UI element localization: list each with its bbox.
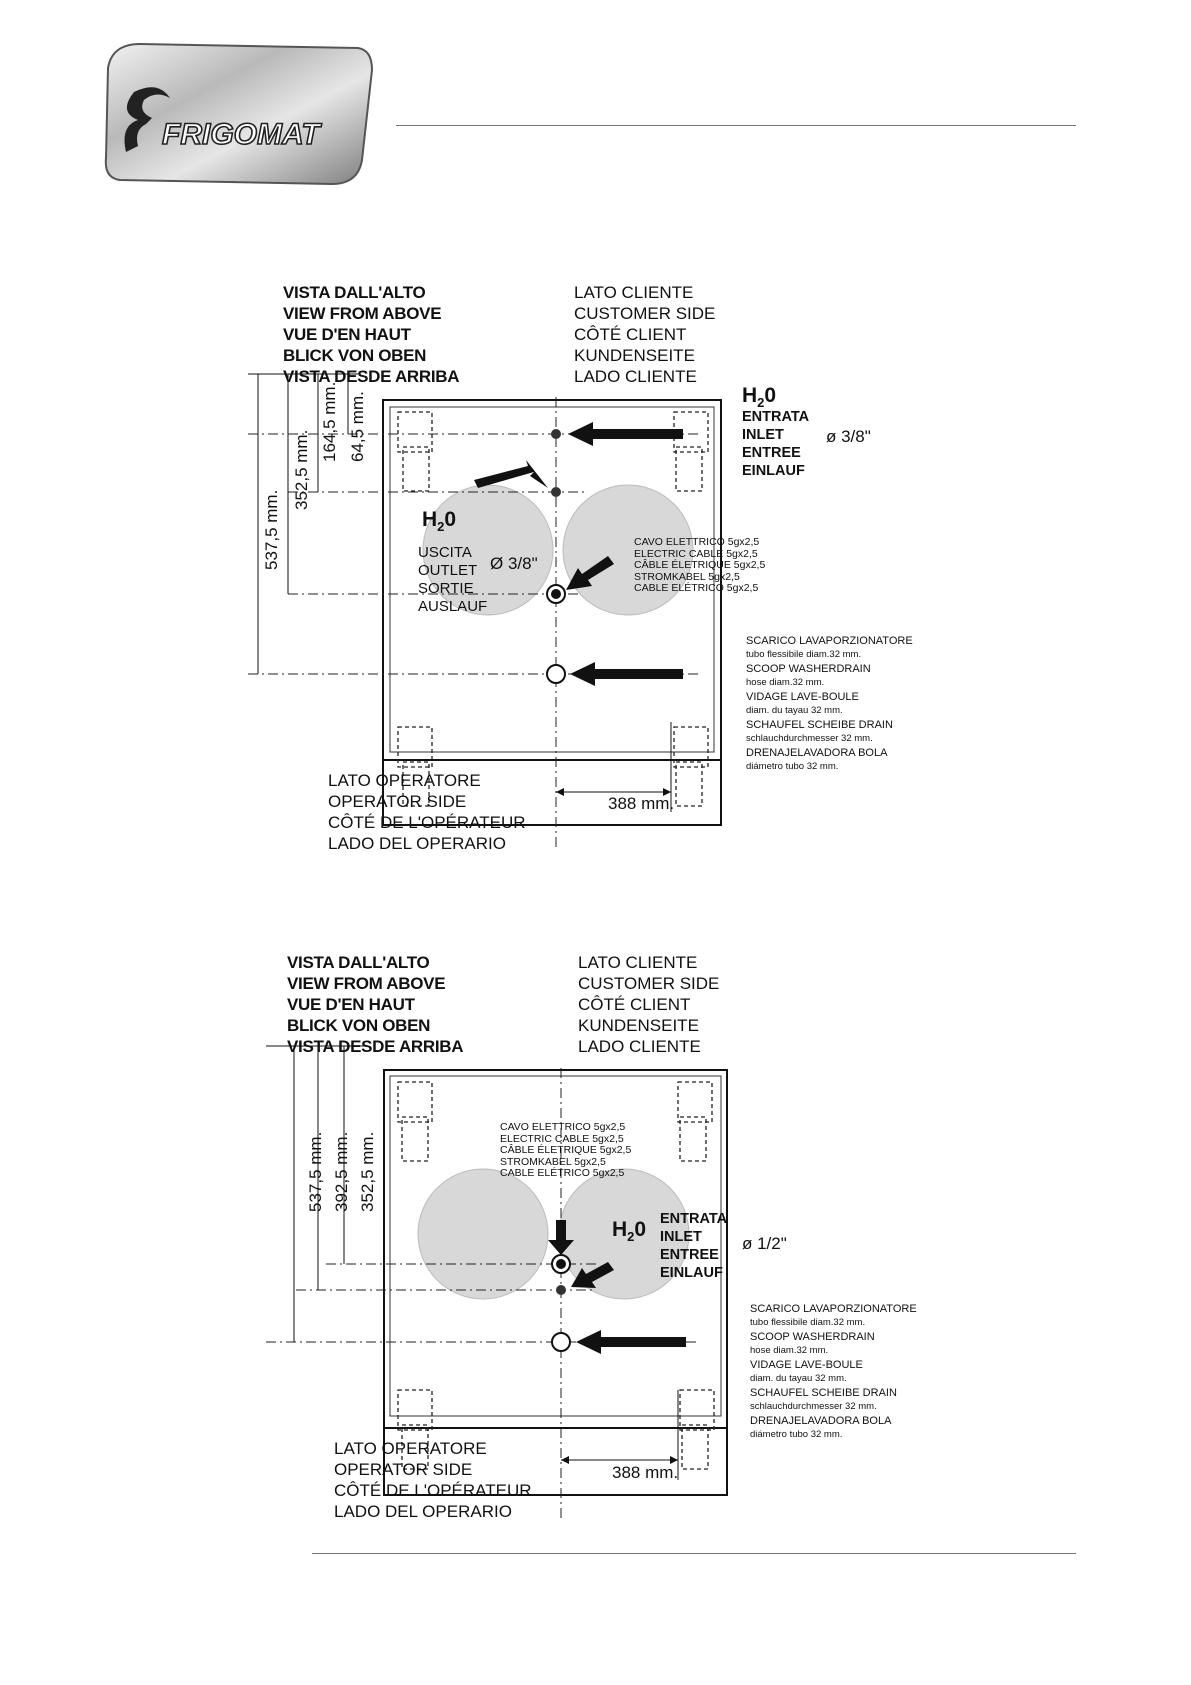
diagram2-title: VISTA DALL'ALTO VIEW FROM ABOVE VUE D'EN HAUT BLICK VON OBEN VISTA DESDE ARRIBA bbox=[287, 953, 464, 1056]
diagram1-outlet-diameter: Ø 3/8" bbox=[490, 554, 538, 573]
diagram2-dim-352: 352,5 mm. bbox=[358, 1131, 377, 1212]
title-line: VISTA DESDE ARRIBA bbox=[283, 367, 460, 386]
diagram1-inlet-h2o: $H_20$ bbox=[742, 384, 777, 411]
footer-rule bbox=[312, 1553, 1076, 1554]
diagram1-drain-labels: SCARICO LAVAPORZIONATORE tubo flessibile diam.32 mm. SCOOP WASHERDRAIN hose diam.32 mm. VIDAGE LAVE-BOULE diam. du tayau 32 mm. SCHAUFEL SCHEIBE DRAIN schlauchdurchmesser 32 mm. DRENAJELAVADORA BOLA diámetro tubo 32 mm. bbox=[746, 635, 913, 772]
title-line: VUE D'EN HAUT bbox=[283, 325, 411, 344]
diagram2-inlet-h2o: $H_20$ bbox=[612, 1218, 647, 1245]
title-line: VISTA DALL'ALTO bbox=[283, 283, 426, 302]
diagram2-drain-labels: SCARICO LAVAPORZIONATORE tubo flessibile diam.32 mm. SCOOP WASHERDRAIN hose diam.32 mm. VIDAGE LAVE-BOULE diam. du tayau 32 mm. SCHAUFEL SCHEIBE DRAIN schlauchdurchmesser 32 mm. DRENAJELAVADORA BOLA diámetro tubo 32 mm. bbox=[750, 1303, 917, 1440]
diagram1-inlet-labels: ENTRATA INLET ENTREE EINLAUF bbox=[742, 409, 810, 479]
diagram2-dim-392: 392,5 mm. bbox=[332, 1131, 351, 1212]
diagram1-dim-352: 352,5 mm. bbox=[292, 429, 311, 510]
side-line: CUSTOMER SIDE bbox=[574, 304, 716, 323]
diagram2-inlet-labels: ENTRATA INLET ENTREE EINLAUF bbox=[660, 1211, 728, 1281]
side-line: KUNDENSEITE bbox=[574, 346, 695, 365]
diagram1-dim-width: 388 mm. bbox=[608, 794, 675, 813]
diagram1-cable-labels: CAVO ELETTRICO 5gx2,5 ELECTRIC CABLE 5gx2,5 CÂBLE ÉLETRIQUE 5gx2,5 STROMKABEL 5gx2,5 CABLE ELÉTRICO 5gx2,5 bbox=[634, 536, 766, 594]
diagram1-outlet-labels: USCITA OUTLET SORTIE AUSLAUF bbox=[418, 544, 488, 615]
diagram1-dim-164: 164,5 mm. bbox=[320, 381, 339, 462]
diagram2-cable-labels: CAVO ELETTRICO 5gx2,5 ELECTRIC CABLE 5gx2,5 CÂBLE ÉLETRIQUE 5gx2,5 STROMKABEL 5gx2,5 CABLE ELÉTRICO 5gx2,5 bbox=[500, 1121, 632, 1179]
diagram1-outlet-h2o: $H_20$ bbox=[422, 508, 457, 535]
diagram1-operator-side: LATO OPERATORE OPERATOR SIDE CÔTÉ DE L'OPÉRATEUR LADO DEL OPERARIO bbox=[328, 771, 526, 853]
diagram1-inlet-diameter: ø 3/8" bbox=[826, 427, 871, 446]
side-line: CÔTÉ CLIENT bbox=[574, 325, 687, 344]
side-line: LADO CLIENTE bbox=[574, 367, 697, 386]
title-line: VIEW FROM ABOVE bbox=[283, 304, 442, 323]
diagram2-customer-side: LATO CLIENTE CUSTOMER SIDE CÔTÉ CLIENT KUNDENSEITE LADO CLIENTE bbox=[578, 953, 720, 1056]
diagram1-customer-side bbox=[574, 282, 715, 387]
title-line: BLICK VON OBEN bbox=[283, 346, 427, 365]
diagram1-dim-537: 537,5 mm. bbox=[262, 489, 281, 570]
diagram1-dim-64: 64,5 mm. bbox=[348, 391, 367, 462]
diagram2-dim-537: 537,5 mm. bbox=[306, 1131, 325, 1212]
side-line: LATO CLIENTE bbox=[574, 283, 694, 302]
diagram2-operator-side: LATO OPERATORE OPERATOR SIDE CÔTÉ DE L'OPÉRATEUR LADO DEL OPERARIO bbox=[334, 1439, 532, 1521]
diagram1-title bbox=[283, 282, 459, 387]
frigomat-logo bbox=[100, 40, 375, 188]
header-rule bbox=[396, 125, 1076, 126]
diagram2-inlet-diameter: ø 1/2" bbox=[742, 1234, 787, 1253]
brand-name: FRIGOMAT bbox=[162, 118, 320, 151]
diagram2-dim-width: 388 mm. bbox=[612, 1463, 679, 1482]
